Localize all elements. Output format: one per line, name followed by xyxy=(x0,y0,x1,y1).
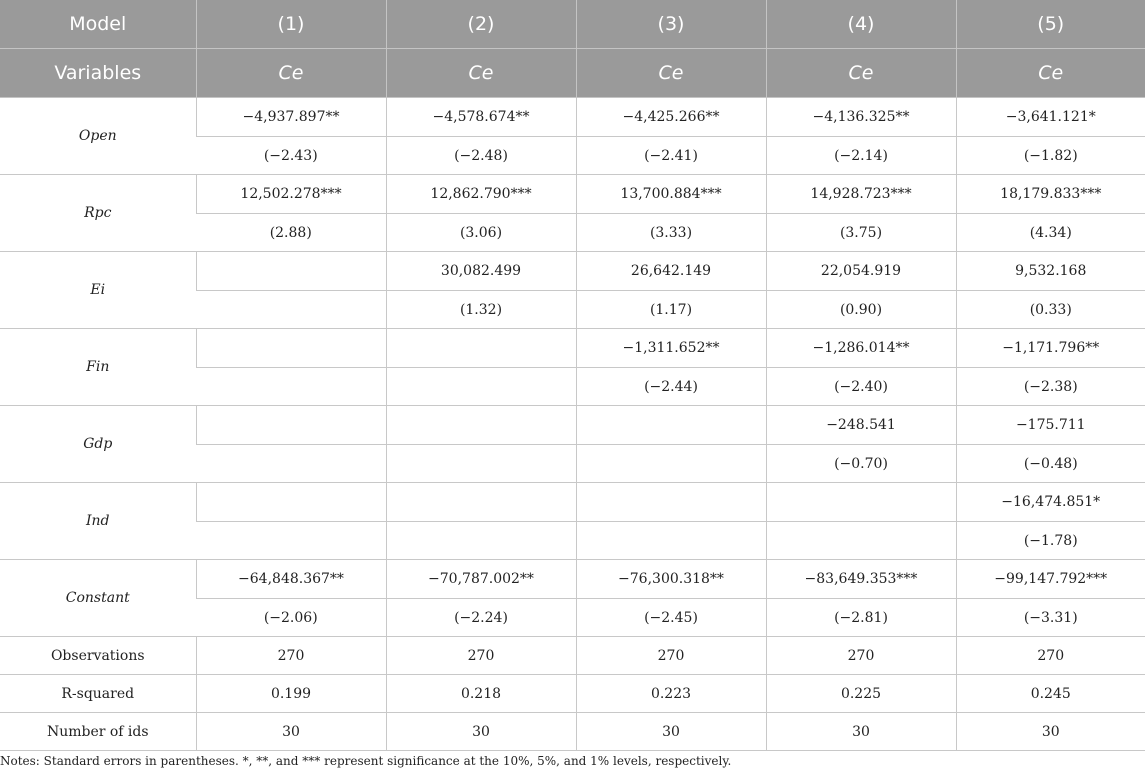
table-cell: 0.223 xyxy=(576,675,766,713)
table-cell xyxy=(196,483,386,522)
table-notes: Notes: Standard errors in parentheses. *, **, and *** represent significance at the 10%, 5%, and 1% levels, respectively. xyxy=(0,754,732,768)
row-label-open: Open xyxy=(0,98,196,175)
table-cell: 270 xyxy=(956,637,1145,675)
table-cell: (−2.43) xyxy=(196,137,386,175)
header-dependent-col-2: Ce xyxy=(386,49,576,98)
table-cell xyxy=(386,406,576,445)
row-label-constant: Constant xyxy=(0,560,196,637)
table-cell: (−2.06) xyxy=(196,599,386,637)
header-row-variables xyxy=(0,49,1145,98)
table-cell: (−3.31) xyxy=(956,599,1145,637)
table-cell: −3,641.121* xyxy=(956,98,1145,137)
table-cell: 14,928.723*** xyxy=(766,175,956,214)
table-cell: 270 xyxy=(386,637,576,675)
header-dependent-col-4: Ce xyxy=(766,49,956,98)
table-cell: −76,300.318** xyxy=(576,560,766,599)
table-cell: 13,700.884*** xyxy=(576,175,766,214)
table-cell xyxy=(196,445,386,483)
table-cell: −4,937.897** xyxy=(196,98,386,137)
table-cell: −1,171.796** xyxy=(956,329,1145,368)
table-cell: (−2.41) xyxy=(576,137,766,175)
table-cell: (−2.44) xyxy=(576,368,766,406)
table-cell: (1.32) xyxy=(386,291,576,329)
table-cell: (3.75) xyxy=(766,214,956,252)
table-cell xyxy=(196,329,386,368)
table-cell xyxy=(766,522,956,560)
table-row-ind-coef xyxy=(0,483,1145,522)
header-model-col-4: (4) xyxy=(766,0,956,49)
row-label-ei: Ei xyxy=(0,252,196,329)
table-cell: 30 xyxy=(956,713,1145,751)
table-cell: 12,502.278*** xyxy=(196,175,386,214)
table-cell xyxy=(386,483,576,522)
table-cell: (−0.48) xyxy=(956,445,1145,483)
table-cell xyxy=(576,522,766,560)
table-cell: (−1.78) xyxy=(956,522,1145,560)
table-cell: (0.33) xyxy=(956,291,1145,329)
row-label-r-squared: R-squared xyxy=(0,675,196,713)
header-model-col-5: (5) xyxy=(956,0,1145,49)
table-cell: (0.90) xyxy=(766,291,956,329)
table-cell: −83,649.353*** xyxy=(766,560,956,599)
header-model-label: Model xyxy=(0,0,196,49)
table-cell: (−2.81) xyxy=(766,599,956,637)
table-cell: (−2.14) xyxy=(766,137,956,175)
header-dependent-col-5: Ce xyxy=(956,49,1145,98)
table-cell: 22,054.919 xyxy=(766,252,956,291)
table-row-open-coef xyxy=(0,98,1145,137)
table-cell: (−2.24) xyxy=(386,599,576,637)
table-cell xyxy=(386,329,576,368)
table-cell: 0.245 xyxy=(956,675,1145,713)
table-cell xyxy=(576,406,766,445)
table-body xyxy=(0,98,1145,751)
table-cell: (−2.38) xyxy=(956,368,1145,406)
table-cell: 9,532.168 xyxy=(956,252,1145,291)
table-cell: 270 xyxy=(766,637,956,675)
table-row-rpc-coef xyxy=(0,175,1145,214)
table-cell: 30 xyxy=(766,713,956,751)
header-model-col-2: (2) xyxy=(386,0,576,49)
table-cell xyxy=(196,522,386,560)
table-cell: −4,425.266** xyxy=(576,98,766,137)
table-cell: 30 xyxy=(196,713,386,751)
table-cell: (−1.82) xyxy=(956,137,1145,175)
header-model-col-3: (3) xyxy=(576,0,766,49)
row-label-rpc: Rpc xyxy=(0,175,196,252)
table-row-constant-coef xyxy=(0,560,1145,599)
table-cell: 30 xyxy=(386,713,576,751)
table-row-gdp-coef xyxy=(0,406,1145,445)
row-label-number-of-ids: Number of ids xyxy=(0,713,196,751)
table-cell: (−0.70) xyxy=(766,445,956,483)
table-cell: −1,311.652** xyxy=(576,329,766,368)
table-cell: −4,136.325** xyxy=(766,98,956,137)
table-row-fin-coef xyxy=(0,329,1145,368)
table-cell xyxy=(196,252,386,291)
table-cell xyxy=(196,406,386,445)
table-row-r-squared xyxy=(0,675,1145,713)
table-cell: (−2.45) xyxy=(576,599,766,637)
table-cell xyxy=(386,368,576,406)
row-label-observations: Observations xyxy=(0,637,196,675)
header-model-col-1: (1) xyxy=(196,0,386,49)
table-cell: −248.541 xyxy=(766,406,956,445)
table-cell: (1.17) xyxy=(576,291,766,329)
row-label-gdp: Gdp xyxy=(0,406,196,483)
row-label-ind: Ind xyxy=(0,483,196,560)
table-cell: 0.199 xyxy=(196,675,386,713)
table-cell: (−2.48) xyxy=(386,137,576,175)
table-row-observations xyxy=(0,637,1145,675)
header-row-model xyxy=(0,0,1145,49)
table-cell: −64,848.367** xyxy=(196,560,386,599)
table-cell: 12,862.790*** xyxy=(386,175,576,214)
header-dependent-col-3: Ce xyxy=(576,49,766,98)
table-cell: 26,642.149 xyxy=(576,252,766,291)
table-cell: −70,787.002** xyxy=(386,560,576,599)
table-cell: −99,147.792*** xyxy=(956,560,1145,599)
table-cell: (−2.40) xyxy=(766,368,956,406)
table-row-number-of-ids xyxy=(0,713,1145,751)
table-cell: 270 xyxy=(196,637,386,675)
header-variables-label: Variables xyxy=(0,49,196,98)
table-cell: −1,286.014** xyxy=(766,329,956,368)
table-cell: −175.711 xyxy=(956,406,1145,445)
table-cell: (2.88) xyxy=(196,214,386,252)
table-cell xyxy=(576,483,766,522)
table-cell xyxy=(386,445,576,483)
table-cell: (4.34) xyxy=(956,214,1145,252)
table-cell xyxy=(196,291,386,329)
table-cell: 30 xyxy=(576,713,766,751)
table-cell: 0.225 xyxy=(766,675,956,713)
table-cell: 270 xyxy=(576,637,766,675)
table-cell xyxy=(386,522,576,560)
header-dependent-col-1: Ce xyxy=(196,49,386,98)
table-cell: 0.218 xyxy=(386,675,576,713)
table-cell: 18,179.833*** xyxy=(956,175,1145,214)
table-cell xyxy=(576,445,766,483)
table-cell: −16,474.851* xyxy=(956,483,1145,522)
table-cell: (3.06) xyxy=(386,214,576,252)
table-cell: (3.33) xyxy=(576,214,766,252)
row-label-fin: Fin xyxy=(0,329,196,406)
table-row-ei-coef xyxy=(0,252,1145,291)
table-cell: 30,082.499 xyxy=(386,252,576,291)
table-cell xyxy=(766,483,956,522)
table-cell xyxy=(196,368,386,406)
table-cell: −4,578.674** xyxy=(386,98,576,137)
table-header xyxy=(0,0,1145,98)
